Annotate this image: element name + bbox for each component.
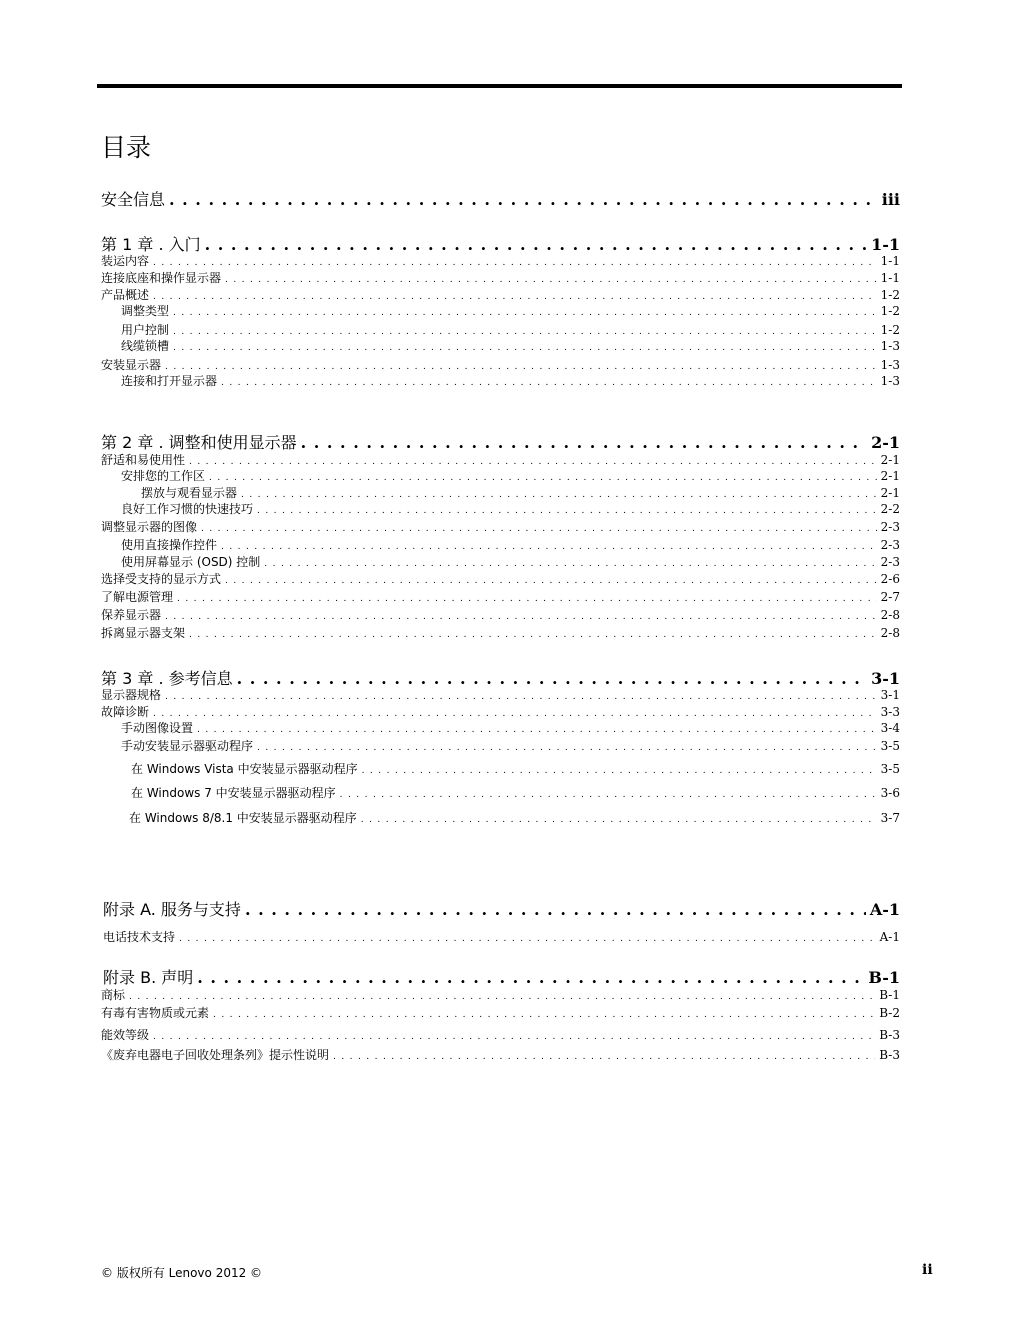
toc-chapter-2[interactable]: 第 2 章 . 调整和使用显示器 . . . 2-1 (101, 430, 900, 453)
top-rule (97, 84, 902, 88)
toc-chapter-3[interactable]: 第 3 章 . 参考信息 . . . 3-1 (101, 666, 900, 689)
toc-entry[interactable]: 摆放与观看显示器 . . . 2-1 (141, 484, 900, 501)
toc-entry[interactable]: 故障诊断 . . . 3-3 (101, 703, 900, 720)
toc-entry[interactable]: 线缆锁槽 . . . 1-3 (121, 337, 900, 354)
toc-entry[interactable]: 安排您的工作区 . . . 2-1 (121, 467, 900, 484)
toc-entry[interactable]: 手动安装显示器驱动程序 . . . 3-5 (121, 737, 900, 754)
toc-entry[interactable]: 拆离显示器支架 . . . 2-8 (101, 624, 900, 641)
toc-entry[interactable]: 《废弃电器电子回收处理条列》提示性说明 . . . B-3 (101, 1046, 900, 1063)
toc-entry[interactable]: 电话技术支持 . . . A-1 (103, 928, 900, 945)
toc-entry[interactable]: 调整类型 . . . 1-2 (121, 302, 900, 319)
toc-entry-safety[interactable]: 安全信息 . . . iii (101, 187, 900, 210)
toc-entry[interactable]: 用户控制 . . . 1-2 (121, 321, 900, 338)
copyright-notice: © 版权所有 Lenovo 2012 © (101, 1266, 263, 1280)
toc-entry[interactable]: 在 Windows 8/8.1 中安装显示器驱动程序 . . . 3-7 (129, 809, 900, 826)
toc-appendix-b[interactable]: 附录 B. 声明 . . . B-1 (103, 965, 900, 988)
toc-entry[interactable]: 连接底座和操作显示器 . . . 1-1 (101, 269, 900, 286)
toc-entry[interactable]: 选择受支持的显示方式 . . . 2-6 (101, 570, 900, 587)
toc-entry[interactable]: 连接和打开显示器 . . . 1-3 (121, 372, 900, 389)
toc-entry[interactable]: 在 Windows Vista 中安装显示器驱动程序 . . . 3-5 (131, 760, 900, 777)
toc-entry[interactable]: 保养显示器 . . . 2-8 (101, 606, 900, 623)
toc-entry[interactable]: 能效等级 . . . B-3 (101, 1026, 900, 1043)
page-number: ii (922, 1262, 933, 1278)
toc-entry[interactable]: 良好工作习惯的快速技巧 . . . 2-2 (121, 500, 900, 517)
page-title: 目录 (101, 133, 152, 162)
toc-entry[interactable]: 安装显示器 . . . 1-3 (101, 356, 900, 373)
toc-entry[interactable]: 产品概述 . . . 1-2 (101, 286, 900, 303)
toc-entry[interactable]: 调整显示器的图像 . . . 2-3 (101, 518, 900, 535)
toc-entry[interactable]: 装运内容 . . . 1-1 (101, 252, 900, 269)
toc-entry[interactable]: 在 Windows 7 中安装显示器驱动程序 . . . 3-6 (131, 784, 900, 801)
toc-entry[interactable]: 显示器规格 . . . 3-1 (101, 686, 900, 703)
toc-chapter-1[interactable]: 第 1 章 . 入门 . . . 1-1 (101, 232, 900, 255)
toc-entry[interactable]: 有毒有害物质或元素 . . . B-2 (101, 1004, 900, 1021)
toc-entry[interactable]: 商标 . . . B-1 (101, 986, 900, 1003)
toc-appendix-a[interactable]: 附录 A. 服务与支持 . . . A-1 (103, 897, 900, 920)
toc-entry[interactable]: 手动图像设置 . . . 3-4 (121, 719, 900, 736)
toc-entry[interactable]: 使用屏幕显示 (OSD) 控制 . . . 2-3 (121, 553, 900, 570)
toc-entry[interactable]: 了解电源管理 . . . 2-7 (101, 588, 900, 605)
toc-entry[interactable]: 使用直接操作控件 . . . 2-3 (121, 536, 900, 553)
toc-entry[interactable]: 舒适和易使用性 . . . 2-1 (101, 451, 900, 468)
